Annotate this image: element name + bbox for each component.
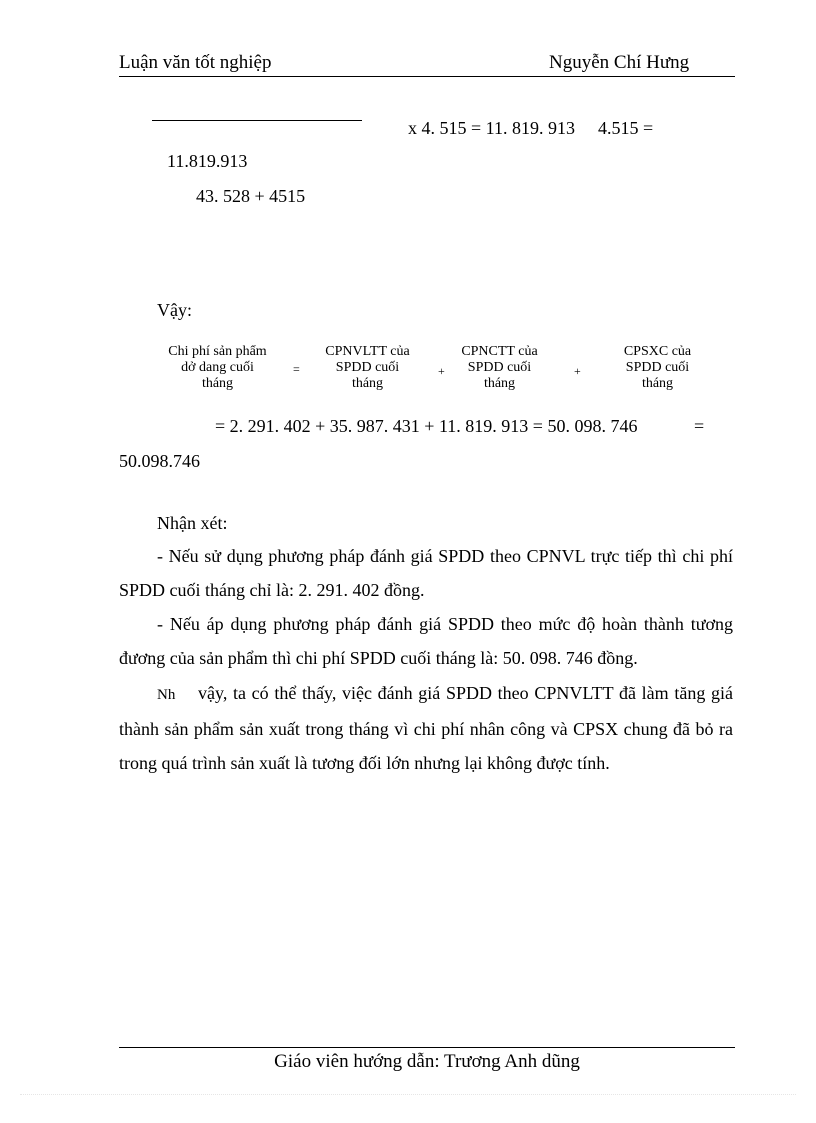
- page-edge-divider: [20, 1094, 796, 1095]
- equals-sign: =: [293, 362, 300, 376]
- term-line: CPSXC của: [623, 344, 692, 359]
- remark-text: - Nếu áp dụng phương pháp đánh giá SPDD theo mức độ hoàn thành tương đương của sản phẩm thì chi phí SPDD cuối tháng là: 50. 098. 746 đồng.: [119, 614, 733, 668]
- header-rule: [119, 76, 735, 77]
- term-line: dở dang cuối: [181, 360, 254, 375]
- header-left-title: Luận văn tốt nghiệp: [119, 52, 272, 73]
- term-line: tháng: [351, 376, 384, 391]
- formula-tail: 4.515 =: [598, 118, 654, 138]
- plus-sign: +: [438, 364, 445, 378]
- term-line: tháng: [201, 376, 234, 391]
- formula-term-cpsxc: [605, 344, 710, 392]
- footer-rule: [119, 1047, 735, 1048]
- footer-supervisor: Giáo viên hướng dẫn: Trương Anh dũng: [274, 1051, 580, 1072]
- fraction-bar: [152, 120, 362, 121]
- remarks-title: Nhận xét:: [157, 513, 228, 533]
- formula-term-cpnvltt: [310, 344, 425, 392]
- remark-text: - Nếu sử dụng phương pháp đánh giá SPDD theo CPNVL trực tiếp thì chi phí SPDD cuối tháng chỉ là: 2. 291. 402 đồng.: [119, 546, 733, 600]
- term-line: SPDD cuối: [467, 360, 532, 375]
- term-line: tháng: [483, 376, 516, 391]
- term-line: CPNVLTT của: [325, 344, 410, 359]
- result-wrapped-value: 50.098.746: [119, 451, 200, 471]
- term-line: tháng: [641, 376, 674, 391]
- remark-paragraph-2: [119, 607, 733, 675]
- formula-denominator: 43. 528 + 4515: [196, 186, 306, 206]
- conclusion-text: vậy, ta có thể thấy, việc đánh giá SPDD theo CPNVLTT đã làm tăng giá thành sản phẩm sản xuất trong tháng vì chi phí nhân công và CPSX chung đã bỏ ra trong quá trình sản xuất là tương đối lớn nhưng lại không được tính.: [119, 683, 733, 773]
- formula-term-cpnctt: [447, 344, 552, 392]
- term-line: SPDD cuối: [625, 360, 690, 375]
- conclusion-paragraph: [119, 676, 733, 780]
- remark-paragraph-1: [119, 539, 733, 607]
- result-line: = 2. 291. 402 + 35. 987. 431 + 11. 819. 913 = 50. 098. 746: [215, 416, 638, 436]
- formula-wrapped-value: 11.819.913: [167, 151, 248, 171]
- term-line: SPDD cuối: [335, 360, 400, 375]
- term-line: Chi phí sản phẩm: [168, 344, 267, 359]
- header-author: Nguyễn Chí Hưng: [549, 52, 690, 73]
- conclusion-start: Nh: [157, 687, 176, 703]
- formula-multiplier: x 4. 515 = 11. 819. 913: [408, 118, 575, 138]
- plus-sign: +: [574, 364, 581, 378]
- formula-term-spdd-cost: [150, 344, 285, 392]
- result-tail-equals: =: [694, 416, 705, 436]
- term-line: CPNCTT của: [461, 344, 538, 359]
- vay-label: Vậy:: [157, 300, 192, 320]
